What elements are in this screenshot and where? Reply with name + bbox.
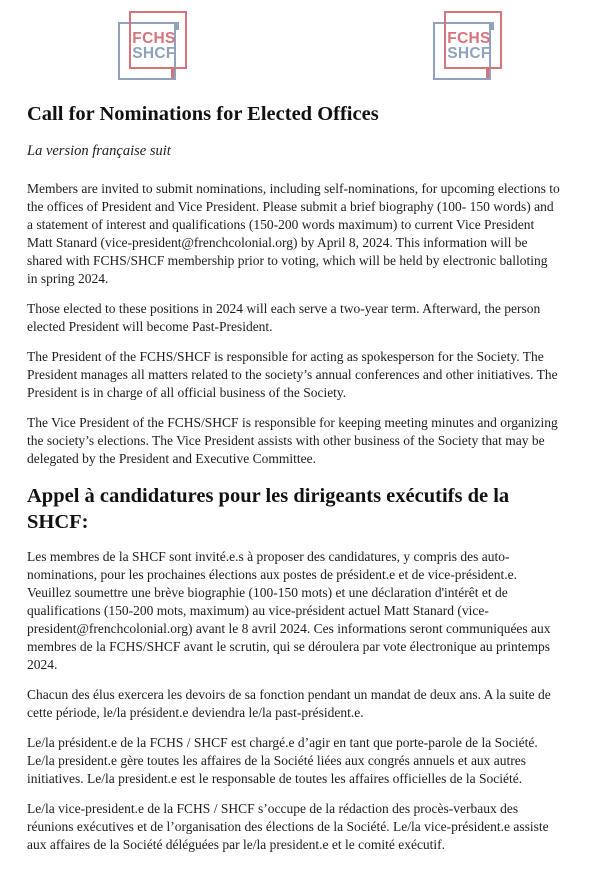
paragraph-fr-vice-president-role: Le/la vice-president.e de la FCHS / SHCF s’occupe de la rédaction des procès-verbaux des réunions exécutives et de l’organisation des élections de la Société. Le/la vice-président.e assiste aux affaires de la Société déléguées par le/la president.e et le comité exécutif. [27,801,549,852]
logo-red-tab-icon [171,68,174,78]
header-logos [0,0,616,84]
paragraph-en-president-role: The President of the FCHS/SHCF is responsible for acting as spokesperson for the Society. The President manages all matters related to the society’s annual conferences and other initiatives. The President is in charge of all official business of the Society. [27,349,558,400]
french-version-note: La version française suit [27,143,171,159]
paragraph-en-vice-president-role: The Vice President of the FCHS/SHCF is responsible for keeping meeting minutes and organizing the society’s elections. The Vice President assists with other business of the Society that may be delegated by the President and Executive Committee. [27,415,558,466]
logo-text-fchs: FCHS [447,30,491,47]
fchs-shcf-logo-left [118,10,190,84]
logo-wordmark [446,31,492,61]
paragraph-fr-term: Chacun des élus exercera les devoirs de sa fonction pendant un mandat de deux ans. A la suite de cette période, le/la président.e deviendra le/la past-président.e. [27,687,551,720]
logo-text-fchs: FCHS [132,30,176,47]
paragraph-fr-president-role: Le/la président.e de la FCHS / SHCF est chargé.e d’agir en tant que porte-parole de la Société. Le/la president.e gère toutes les affaires de la Société liées aux congrés annuels et aux autres initiatives. Le/la president.e est le responsable de toutes les affaires officielles de la Société. [27,735,538,786]
logo-wordmark [131,31,177,61]
logo-blue-tab-icon [176,22,179,30]
paragraph-fr-nominations: Les membres de la SHCF sont invité.e.s à proposer des candidatures, y compris des auto-nominations, pour les prochaines élections aux postes de président.e et de vice-président.e. Veuillez soumettre une brève biographie (100-150 mots) et une déclaration d'intérêt et de qualifications (150-200 mots, maximum) au vice-président actuel Matt Stanard (vice-president@frenchcolonial.org) avant le 8 avril 2024. Ces informations seront communiquées aux membres de la FCHS/SHCF avant le scrutin, qui se déroulera par vote électronique au printemps 2024. [27,549,551,672]
french-section-title: Appel à candidatures pour les dirigeants exécutifs de la SHCF: [27,485,510,533]
logo-red-tab-icon [486,68,489,78]
fchs-shcf-logo-right [433,10,505,84]
english-section-title: Call for Nominations for Elected Offices [27,103,379,125]
logo-blue-tab-icon [491,22,494,30]
logo-text-shcf: SHCF [447,45,491,62]
document-content [0,101,616,854]
logo-text-shcf: SHCF [132,45,176,62]
paragraph-en-nominations: Members are invited to submit nominations, including self-nominations, for upcoming elections to the offices of President and Vice President. Please submit a brief biography (100- 150 words) and a statement of interest and qualifications (150-200 words maximum) to current Vice President Matt Stanard (vice-president@frenchcolonial.org) by April 8, 2024. This information will be shared with FCHS/SHCF membership prior to voting, which will be held by electronic balloting in spring 2024. [27,181,560,286]
paragraph-en-term: Those elected to these positions in 2024 will each serve a two-year term. Afterward, the person elected President will become Past-President. [27,301,541,334]
